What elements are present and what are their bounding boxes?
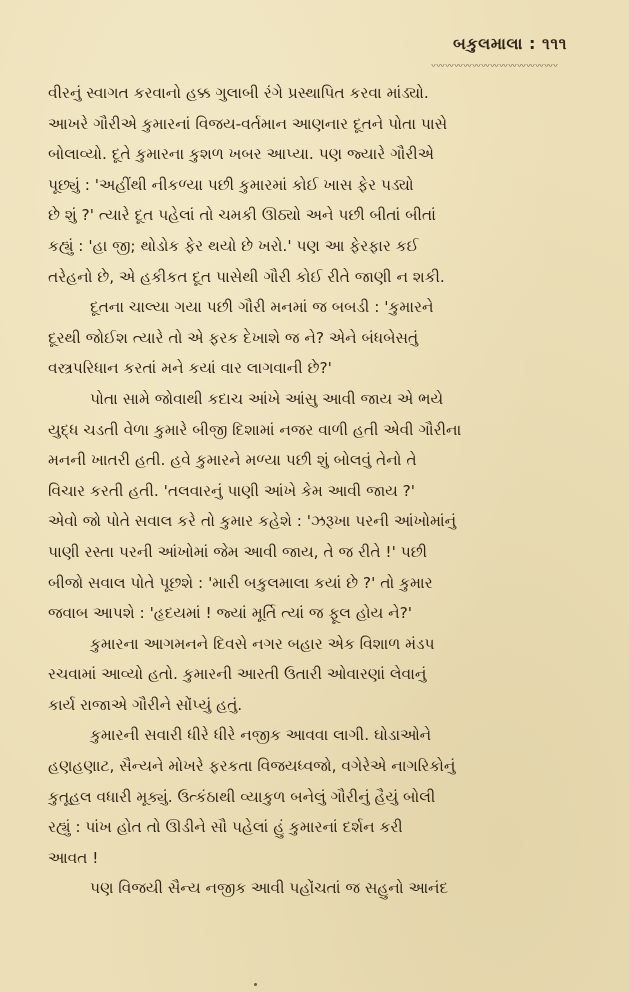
text-line: વસ્ત્રપરિધાન કરતાં મને કયાં વાર લાગવાની છે?' — [48, 359, 332, 378]
text-line: પાણી રસ્તા પરની આંખોમાં જેમ આવી જાય, તે જ રીતે !' પછી — [48, 542, 427, 561]
paragraph-start-line: દૂતના ચાલ્યા ગયા પછી ગૌરી મનમાં જ બબડી : 'કુમારને — [90, 298, 434, 317]
paragraph-start-line: પણ વિજયી સૈન્ય નજીક આવી પહોંચતાં જ સહુનો આનંદ — [90, 879, 449, 898]
page-speck — [254, 983, 257, 986]
text-line: વીરનું સ્વાગત કરવાનો હક્ક ગુલાબી રંગે પ્રસ્થાપિત કરવા માંડ્યો. — [48, 84, 429, 102]
text-line: આવત ! — [48, 848, 99, 867]
text-line: દૂરથી જોઈશ ત્યારે તો એ ફરક દેખાશે જ ને? એને બંધબેસતું — [48, 328, 419, 347]
text-line: રહ્યું : પાંખ હોત તો ઊડીને સૌ પહેલાં હું કુમારનાં દર્શન કરી — [48, 818, 403, 837]
text-line: બીજો સવાલ પોતે પૂછશે : 'મારી બકુલમાલા કયાં છે ?' તો કુમાર — [48, 573, 433, 592]
text-line: બોલાવ્યો. દૂતે કુમારના કુશળ ખબર આપ્યા. પણ જ્યારે ગૌરીએ — [48, 145, 434, 164]
text-line: કહ્યું : 'હા જી; થોડોક ફેર થયો છે ખરો.' પણ આ ફેરફાર કઈ — [48, 236, 419, 255]
text-line: યુદ્ધ ચડતી વેળા કુમારે બીજી દિશામાં નજર વાળી હતી એવી ગૌરીના — [48, 420, 462, 439]
text-line: હણહણાટ, સૈન્યને મોખરે ફરકતા વિજયધ્વજો, વગેરેએ નાગરિકોનું — [48, 757, 456, 776]
text-line: કુતૂહલ વધારી મૂક્યું. ઉત્કંઠાથી વ્યાકુળ બનેલું ગૌરીનું હૈયું બોલી — [48, 787, 436, 806]
text-line: પૂછ્યું : 'અહીંથી નીકળ્યા પછી કુમારમાં કોઈ ખાસ ફેર પડ્યો — [48, 175, 414, 194]
decorative-wavy-rule: 〰〰〰〰〰〰〰〰〰〰〰〰〰〰 — [431, 64, 557, 70]
text-line: છે શું ?' ત્યારે દૂત પહેલાં તો ચમકી ઊઠ્યો અને પછી બીતાં બીતાં — [48, 206, 436, 225]
paragraph-start-line: પોતા સામે જોવાથી કદાચ આંખે આંસુ આવી જાય એ ભયે — [90, 389, 444, 408]
text-line: તરેહનો છે, એ હકીકત દૂત પાસેથી ગૌરી કોઈ રીતે જાણી ન શકી. — [48, 267, 445, 286]
paragraph-start-line: કુમારના આગમનને દિવસે નગર બહાર એક વિશાળ મંડપ — [90, 634, 435, 653]
text-line: મનની ખાતરી હતી. હવે કુમારને મળ્યા પછી શું બોલવું તેનો તે — [48, 451, 417, 470]
body-text — [48, 78, 589, 904]
text-line: વિચાર કરતી હતી. 'તલવારનું પાણી આંખે કેમ આવી જાય ?' — [48, 481, 415, 500]
text-line: રચવામાં આવ્યો હતો. કુમારની આરતી ઉતારી ઓવારણાં લેવાનું — [48, 665, 427, 684]
running-head: બકુલમાલા : ૧૧૧ — [452, 34, 567, 53]
text-line: જવાબ આપશે : 'હૃદયમાં ! જ્યાં મૂર્તિ ત્યાં જ ફૂલ હોય ને?' — [48, 604, 412, 623]
paragraph-start-line: કુમારની સવારી ધીરે ધીરે નજીક આવવા લાગી. ઘોડાઓને — [90, 726, 432, 745]
text-line: કાર્ય રાજાએ ગૌરીને સોંપ્યું હતું. — [48, 695, 243, 714]
text-line: આખરે ગૌરીએ કુમારનાં વિજય-વર્તમાન આણનાર દૂતને પોતા પાસે — [48, 114, 448, 133]
text-line: એવો જો પોતે સવાલ કરે તો કુમાર કહેશે : 'ઝરૂખા પરની આંખોમાંનું — [48, 512, 457, 531]
